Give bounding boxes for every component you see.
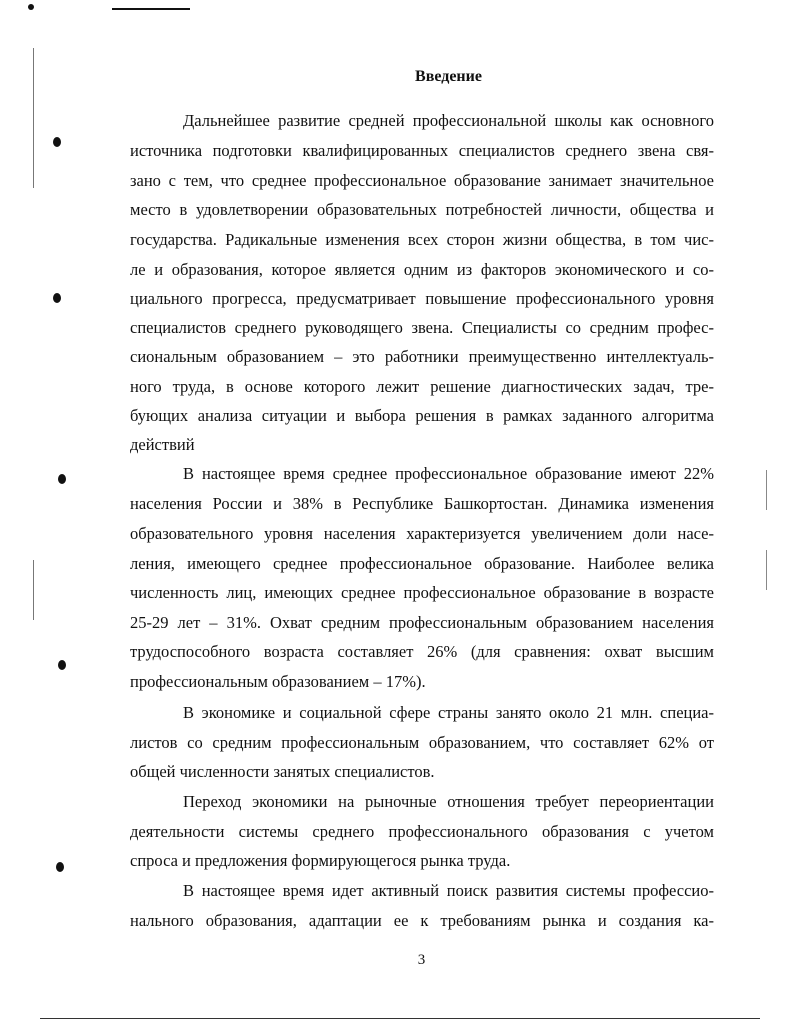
- punch-hole-dot: [53, 293, 61, 303]
- text-line: В настоящее время идет активный поиск развития системы профессио-: [183, 881, 714, 900]
- punch-hole-dot: [58, 660, 66, 670]
- scan-mark-top: [112, 8, 190, 10]
- text-line: действий: [130, 435, 195, 454]
- page-title: Введение: [415, 68, 482, 85]
- text-line: ного труда, в основе которого лежит решение диагностических задач, тре-: [130, 377, 714, 396]
- text-line: Переход экономики на рыночные отношения требует переориентации: [183, 792, 714, 811]
- text-line: зано с тем, что среднее профессиональное образование занимает значительное: [130, 171, 714, 190]
- scan-mark-right-edge-2: [766, 550, 767, 590]
- scan-mark-left-edge-2: [33, 560, 34, 620]
- text-line: нального образования, адаптации ее к требованиям рынка и создания ка-: [130, 911, 714, 930]
- text-line: В настоящее время среднее профессиональное образование имеют 22%: [183, 464, 714, 483]
- text-line: общей численности занятых специалистов.: [130, 762, 435, 781]
- text-line: ле и образования, которое является одним из факторов экономического и со-: [130, 260, 714, 279]
- text-line: деятельности системы среднего профессионального образования с учетом: [130, 822, 714, 841]
- punch-hole-dot: [58, 474, 66, 484]
- text-line: населения России и 38% в Республике Башкортостан. Динамика изменения: [130, 494, 714, 513]
- text-line: ления, имеющего среднее профессиональное образование. Наиболее велика: [130, 554, 714, 573]
- text-line: Дальнейшее развитие средней профессиональной школы как основного: [183, 111, 714, 130]
- text-line: место в удовлетворении образовательных потребностей личности, общества и: [130, 200, 714, 219]
- text-line: бующих анализа ситуации и выбора решения в рамках заданного алгоритма: [130, 406, 714, 425]
- scan-mark-bottom: [40, 1018, 760, 1019]
- text-line: сиональным образованием – это работники преимущественно интеллектуаль-: [130, 347, 714, 366]
- punch-hole-dot: [53, 137, 61, 147]
- punch-hole-dot: [56, 862, 64, 872]
- text-line: специалистов среднего руководящего звена. Специалисты со средним профес-: [130, 318, 714, 337]
- text-line: трудоспособного возраста составляет 26% (для сравнения: охват высшим: [130, 642, 714, 661]
- scan-mark-right-edge: [766, 470, 767, 510]
- text-line: циального прогресса, предусматривает повышение профессионального уровня: [130, 289, 714, 308]
- text-line: 25-29 лет – 31%. Охват средним профессиональным образованием населения: [130, 613, 714, 632]
- text-line: листов со средним профессиональным образованием, что составляет 62% от: [130, 733, 714, 752]
- scan-mark-corner: [28, 4, 34, 10]
- text-line: В экономике и социальной сфере страны занято около 21 млн. специа-: [183, 703, 714, 722]
- page-number: 3: [417, 952, 426, 968]
- text-line: профессиональным образованием – 17%).: [130, 672, 426, 691]
- text-line: источника подготовки квалифицированных специалистов среднего звена свя-: [130, 141, 714, 160]
- text-line: численность лиц, имеющих среднее профессиональное образование в возрасте: [130, 583, 714, 602]
- text-line: образовательного уровня населения характеризуется увеличением доли насе-: [130, 524, 714, 543]
- text-line: спроса и предложения формирующегося рынка труда.: [130, 851, 511, 870]
- text-line: государства. Радикальные изменения всех сторон жизни общества, в том чис-: [130, 230, 714, 249]
